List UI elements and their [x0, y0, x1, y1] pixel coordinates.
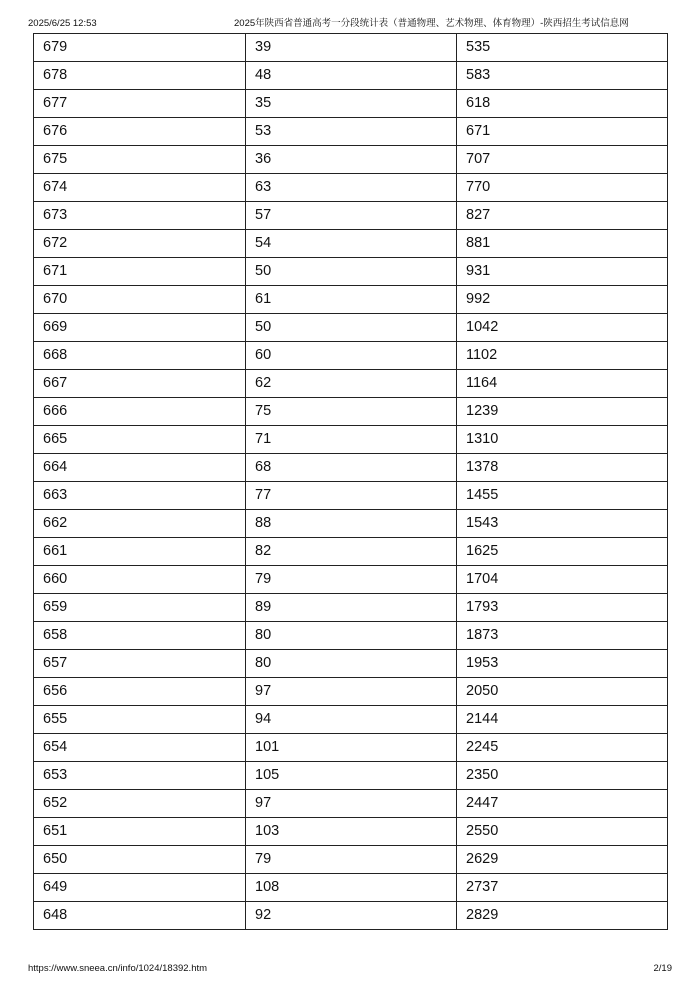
page-title: 2025年陕西省普通高考一分段统计表（普通物理、艺术物理、体育物理）-陕西招生考试信息网 — [234, 18, 629, 29]
table-row — [34, 734, 668, 762]
table-row — [34, 650, 668, 678]
cumulative-cell: 1793 — [457, 594, 668, 622]
cumulative-cell: 671 — [457, 118, 668, 146]
table-row — [34, 510, 668, 538]
score-cell: 661 — [34, 538, 246, 566]
cumulative-cell: 2447 — [457, 790, 668, 818]
count-cell: 62 — [246, 370, 457, 398]
score-cell: 650 — [34, 846, 246, 874]
count-cell: 50 — [246, 314, 457, 342]
count-cell: 80 — [246, 622, 457, 650]
score-cell: 670 — [34, 286, 246, 314]
table-row — [34, 118, 668, 146]
source-url[interactable]: https://www.sneea.cn/info/1024/18392.htm — [28, 963, 208, 974]
cumulative-cell: 931 — [457, 258, 668, 286]
print-footer — [28, 962, 672, 976]
cumulative-cell: 1042 — [457, 314, 668, 342]
table-row — [34, 706, 668, 734]
table-row — [34, 902, 668, 930]
score-cell: 654 — [34, 734, 246, 762]
table-row — [34, 622, 668, 650]
count-cell: 88 — [246, 510, 457, 538]
cumulative-cell: 992 — [457, 286, 668, 314]
count-cell: 48 — [246, 62, 457, 90]
cumulative-cell: 827 — [457, 202, 668, 230]
cumulative-cell: 535 — [457, 34, 668, 62]
cumulative-cell: 2050 — [457, 678, 668, 706]
cumulative-cell: 618 — [457, 90, 668, 118]
cumulative-cell: 2550 — [457, 818, 668, 846]
score-cell: 655 — [34, 706, 246, 734]
count-cell: 79 — [246, 846, 457, 874]
count-cell: 50 — [246, 258, 457, 286]
score-cell: 649 — [34, 874, 246, 902]
score-cell: 671 — [34, 258, 246, 286]
table-row — [34, 62, 668, 90]
print-header — [28, 17, 672, 31]
score-cell: 664 — [34, 454, 246, 482]
table-row — [34, 202, 668, 230]
cumulative-cell: 1102 — [457, 342, 668, 370]
table-row — [34, 482, 668, 510]
table-row — [34, 566, 668, 594]
count-cell: 79 — [246, 566, 457, 594]
score-cell: 667 — [34, 370, 246, 398]
count-cell: 53 — [246, 118, 457, 146]
count-cell: 39 — [246, 34, 457, 62]
table-row — [34, 258, 668, 286]
count-cell: 75 — [246, 398, 457, 426]
table-row — [34, 370, 668, 398]
table-row — [34, 398, 668, 426]
table-row — [34, 286, 668, 314]
count-cell: 82 — [246, 538, 457, 566]
cumulative-cell: 1953 — [457, 650, 668, 678]
score-cell: 660 — [34, 566, 246, 594]
count-cell: 103 — [246, 818, 457, 846]
table-row — [34, 454, 668, 482]
score-cell: 665 — [34, 426, 246, 454]
table-row — [34, 678, 668, 706]
cumulative-cell: 2245 — [457, 734, 668, 762]
score-cell: 658 — [34, 622, 246, 650]
score-cell: 651 — [34, 818, 246, 846]
count-cell: 35 — [246, 90, 457, 118]
count-cell: 105 — [246, 762, 457, 790]
cumulative-cell: 1378 — [457, 454, 668, 482]
score-cell: 675 — [34, 146, 246, 174]
table-row — [34, 174, 668, 202]
cumulative-cell: 707 — [457, 146, 668, 174]
score-cell: 679 — [34, 34, 246, 62]
count-cell: 68 — [246, 454, 457, 482]
score-cell: 668 — [34, 342, 246, 370]
score-cell: 669 — [34, 314, 246, 342]
score-cell: 663 — [34, 482, 246, 510]
score-cell: 652 — [34, 790, 246, 818]
score-cell: 648 — [34, 902, 246, 930]
table-row — [34, 538, 668, 566]
score-cell: 666 — [34, 398, 246, 426]
cumulative-cell: 1310 — [457, 426, 668, 454]
table-row — [34, 818, 668, 846]
cumulative-cell: 1455 — [457, 482, 668, 510]
count-cell: 101 — [246, 734, 457, 762]
count-cell: 92 — [246, 902, 457, 930]
table-row — [34, 90, 668, 118]
table-row — [34, 314, 668, 342]
score-cell: 678 — [34, 62, 246, 90]
cumulative-cell: 2829 — [457, 902, 668, 930]
cumulative-cell: 770 — [457, 174, 668, 202]
table-row — [34, 34, 668, 62]
count-cell: 94 — [246, 706, 457, 734]
count-cell: 57 — [246, 202, 457, 230]
count-cell: 60 — [246, 342, 457, 370]
print-datetime: 2025/6/25 12:53 — [28, 18, 97, 29]
score-cell: 657 — [34, 650, 246, 678]
cumulative-cell: 1543 — [457, 510, 668, 538]
cumulative-cell: 1625 — [457, 538, 668, 566]
table-row — [34, 594, 668, 622]
page-number: 2/19 — [653, 963, 672, 974]
count-cell: 80 — [246, 650, 457, 678]
count-cell: 108 — [246, 874, 457, 902]
count-cell: 63 — [246, 174, 457, 202]
score-cell: 662 — [34, 510, 246, 538]
score-table-body — [34, 34, 668, 930]
table-row — [34, 790, 668, 818]
score-cell: 656 — [34, 678, 246, 706]
count-cell: 54 — [246, 230, 457, 258]
score-cell: 659 — [34, 594, 246, 622]
table-row — [34, 426, 668, 454]
cumulative-cell: 2737 — [457, 874, 668, 902]
score-cell: 653 — [34, 762, 246, 790]
table-row — [34, 846, 668, 874]
count-cell: 77 — [246, 482, 457, 510]
cumulative-cell: 1873 — [457, 622, 668, 650]
cumulative-cell: 1704 — [457, 566, 668, 594]
table-row — [34, 342, 668, 370]
count-cell: 89 — [246, 594, 457, 622]
cumulative-cell: 2629 — [457, 846, 668, 874]
cumulative-cell: 2350 — [457, 762, 668, 790]
cumulative-cell: 583 — [457, 62, 668, 90]
score-cell: 672 — [34, 230, 246, 258]
cumulative-cell: 881 — [457, 230, 668, 258]
table-row — [34, 146, 668, 174]
cumulative-cell: 1239 — [457, 398, 668, 426]
score-cell: 674 — [34, 174, 246, 202]
cumulative-cell: 2144 — [457, 706, 668, 734]
count-cell: 97 — [246, 678, 457, 706]
table-row — [34, 230, 668, 258]
score-cell: 677 — [34, 90, 246, 118]
count-cell: 61 — [246, 286, 457, 314]
cumulative-cell: 1164 — [457, 370, 668, 398]
count-cell: 97 — [246, 790, 457, 818]
score-cell: 676 — [34, 118, 246, 146]
score-cell: 673 — [34, 202, 246, 230]
count-cell: 71 — [246, 426, 457, 454]
table-row — [34, 762, 668, 790]
score-distribution-table — [33, 33, 668, 930]
count-cell: 36 — [246, 146, 457, 174]
table-row — [34, 874, 668, 902]
